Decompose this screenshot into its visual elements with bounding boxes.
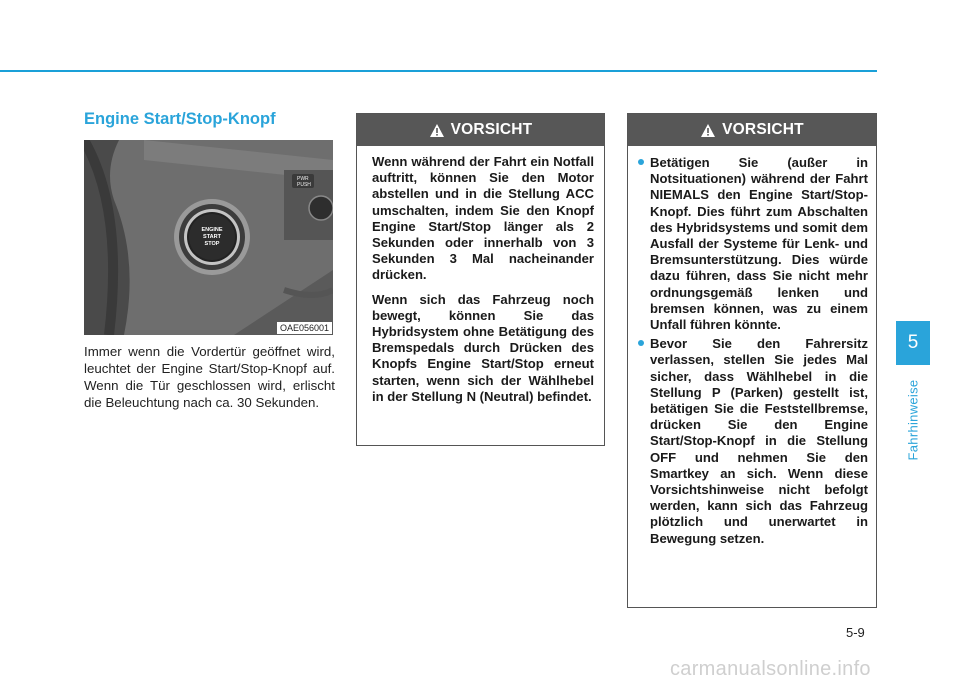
photo-small-text-1: PWR <box>297 176 309 182</box>
warning-triangle-icon <box>700 123 716 138</box>
photo-button-engine: ENGINE <box>201 227 223 233</box>
caution2-bullet-1 <box>637 155 868 333</box>
intro-paragraph: Immer wenn die Vordertür geöffnet wird, leuchtet der Engine Start/Stop-Knopf auf. Wenn die Tür geschlossen wird, erlischt die Beleuchtung nach ca. 30 Sekunden. <box>84 344 335 410</box>
caution-header-1 <box>357 114 604 146</box>
photo-code: OAE056001 <box>277 322 332 334</box>
section-title: Engine Start/Stop-Knopf <box>84 110 276 128</box>
photo-illustration <box>84 140 333 335</box>
page-number: 5-9 <box>846 625 865 640</box>
caution2-bullet-text-1: Betätigen Sie (außer in Notsituationen) während der Fahrt NIEMALS den Engine Start/Stop-Knopf. Dies führt zum Abschalten des Hybridsystems und somit dem Ausfall der Systeme für Lenk- und Bremsunterstützung. Dies würde dazu führen, dass Sie nicht mehr ordnungsgemäß lenken und bremsen können, was zu einem Unfall führen könnte. <box>650 155 868 333</box>
caution-heading-2: VORSICHT <box>722 121 804 138</box>
photo-button-stop: STOP <box>204 241 220 247</box>
caution-header-2 <box>628 114 876 146</box>
photo-small-text-2: PUSH <box>297 182 311 188</box>
top-rule <box>0 70 877 72</box>
caution2-bullet-text-2: Bevor Sie den Fahrersitz verlassen, stellen Sie jedes Mal sicher, dass Wählhebel in die Stellung P (Parken) gestellt ist, betätigen Sie die Feststellbremse, drücken Sie den Engine Start/Stop-Knopf in die Stellung OFF und nehmen Sie den Smartkey an sich. Wenn diese Vorsichtshinweise nicht befolgt werden, kann sich das Fahrzeug plötzlich und unerwartet in Bewegung setzen. <box>650 336 868 546</box>
caution-box-2 <box>627 113 877 608</box>
caution2-bullet-list <box>637 155 868 547</box>
caution-heading-1: VORSICHT <box>450 121 533 138</box>
bullet-dot-icon <box>638 340 644 346</box>
bullet-dot-icon <box>638 159 644 165</box>
caution1-paragraph-1: Wenn während der Fahrt ein Notfall auftritt, können Sie den Motor abstellen und in die Stellung ACC umschalten, indem Sie den Knopf Engine Start/Stop länger als 2 Sekunden oder innerhalb von 3 Sekunden 3 Mal nacheinander drücken. <box>372 154 594 283</box>
engine-button-photo <box>84 140 333 335</box>
warning-triangle-icon <box>429 123 445 138</box>
caution-box-1 <box>356 113 605 446</box>
photo-button-start: START <box>203 234 221 240</box>
watermark: carmanualsonline.info <box>670 658 871 680</box>
chapter-label: Fahrhinweise <box>905 379 921 461</box>
caution1-paragraph-2: Wenn sich das Fahrzeug noch bewegt, können Sie das Hybridsystem ohne Betätigung des Bremspedals durch Drücken des Knopfs Engine Start/Stop erneut starten, wenn sich der Wählhebel in der Stellung N (Neutral) befindet. <box>372 291 594 404</box>
chapter-number-tab: 5 <box>896 321 930 365</box>
caution2-bullet-2 <box>637 336 868 547</box>
